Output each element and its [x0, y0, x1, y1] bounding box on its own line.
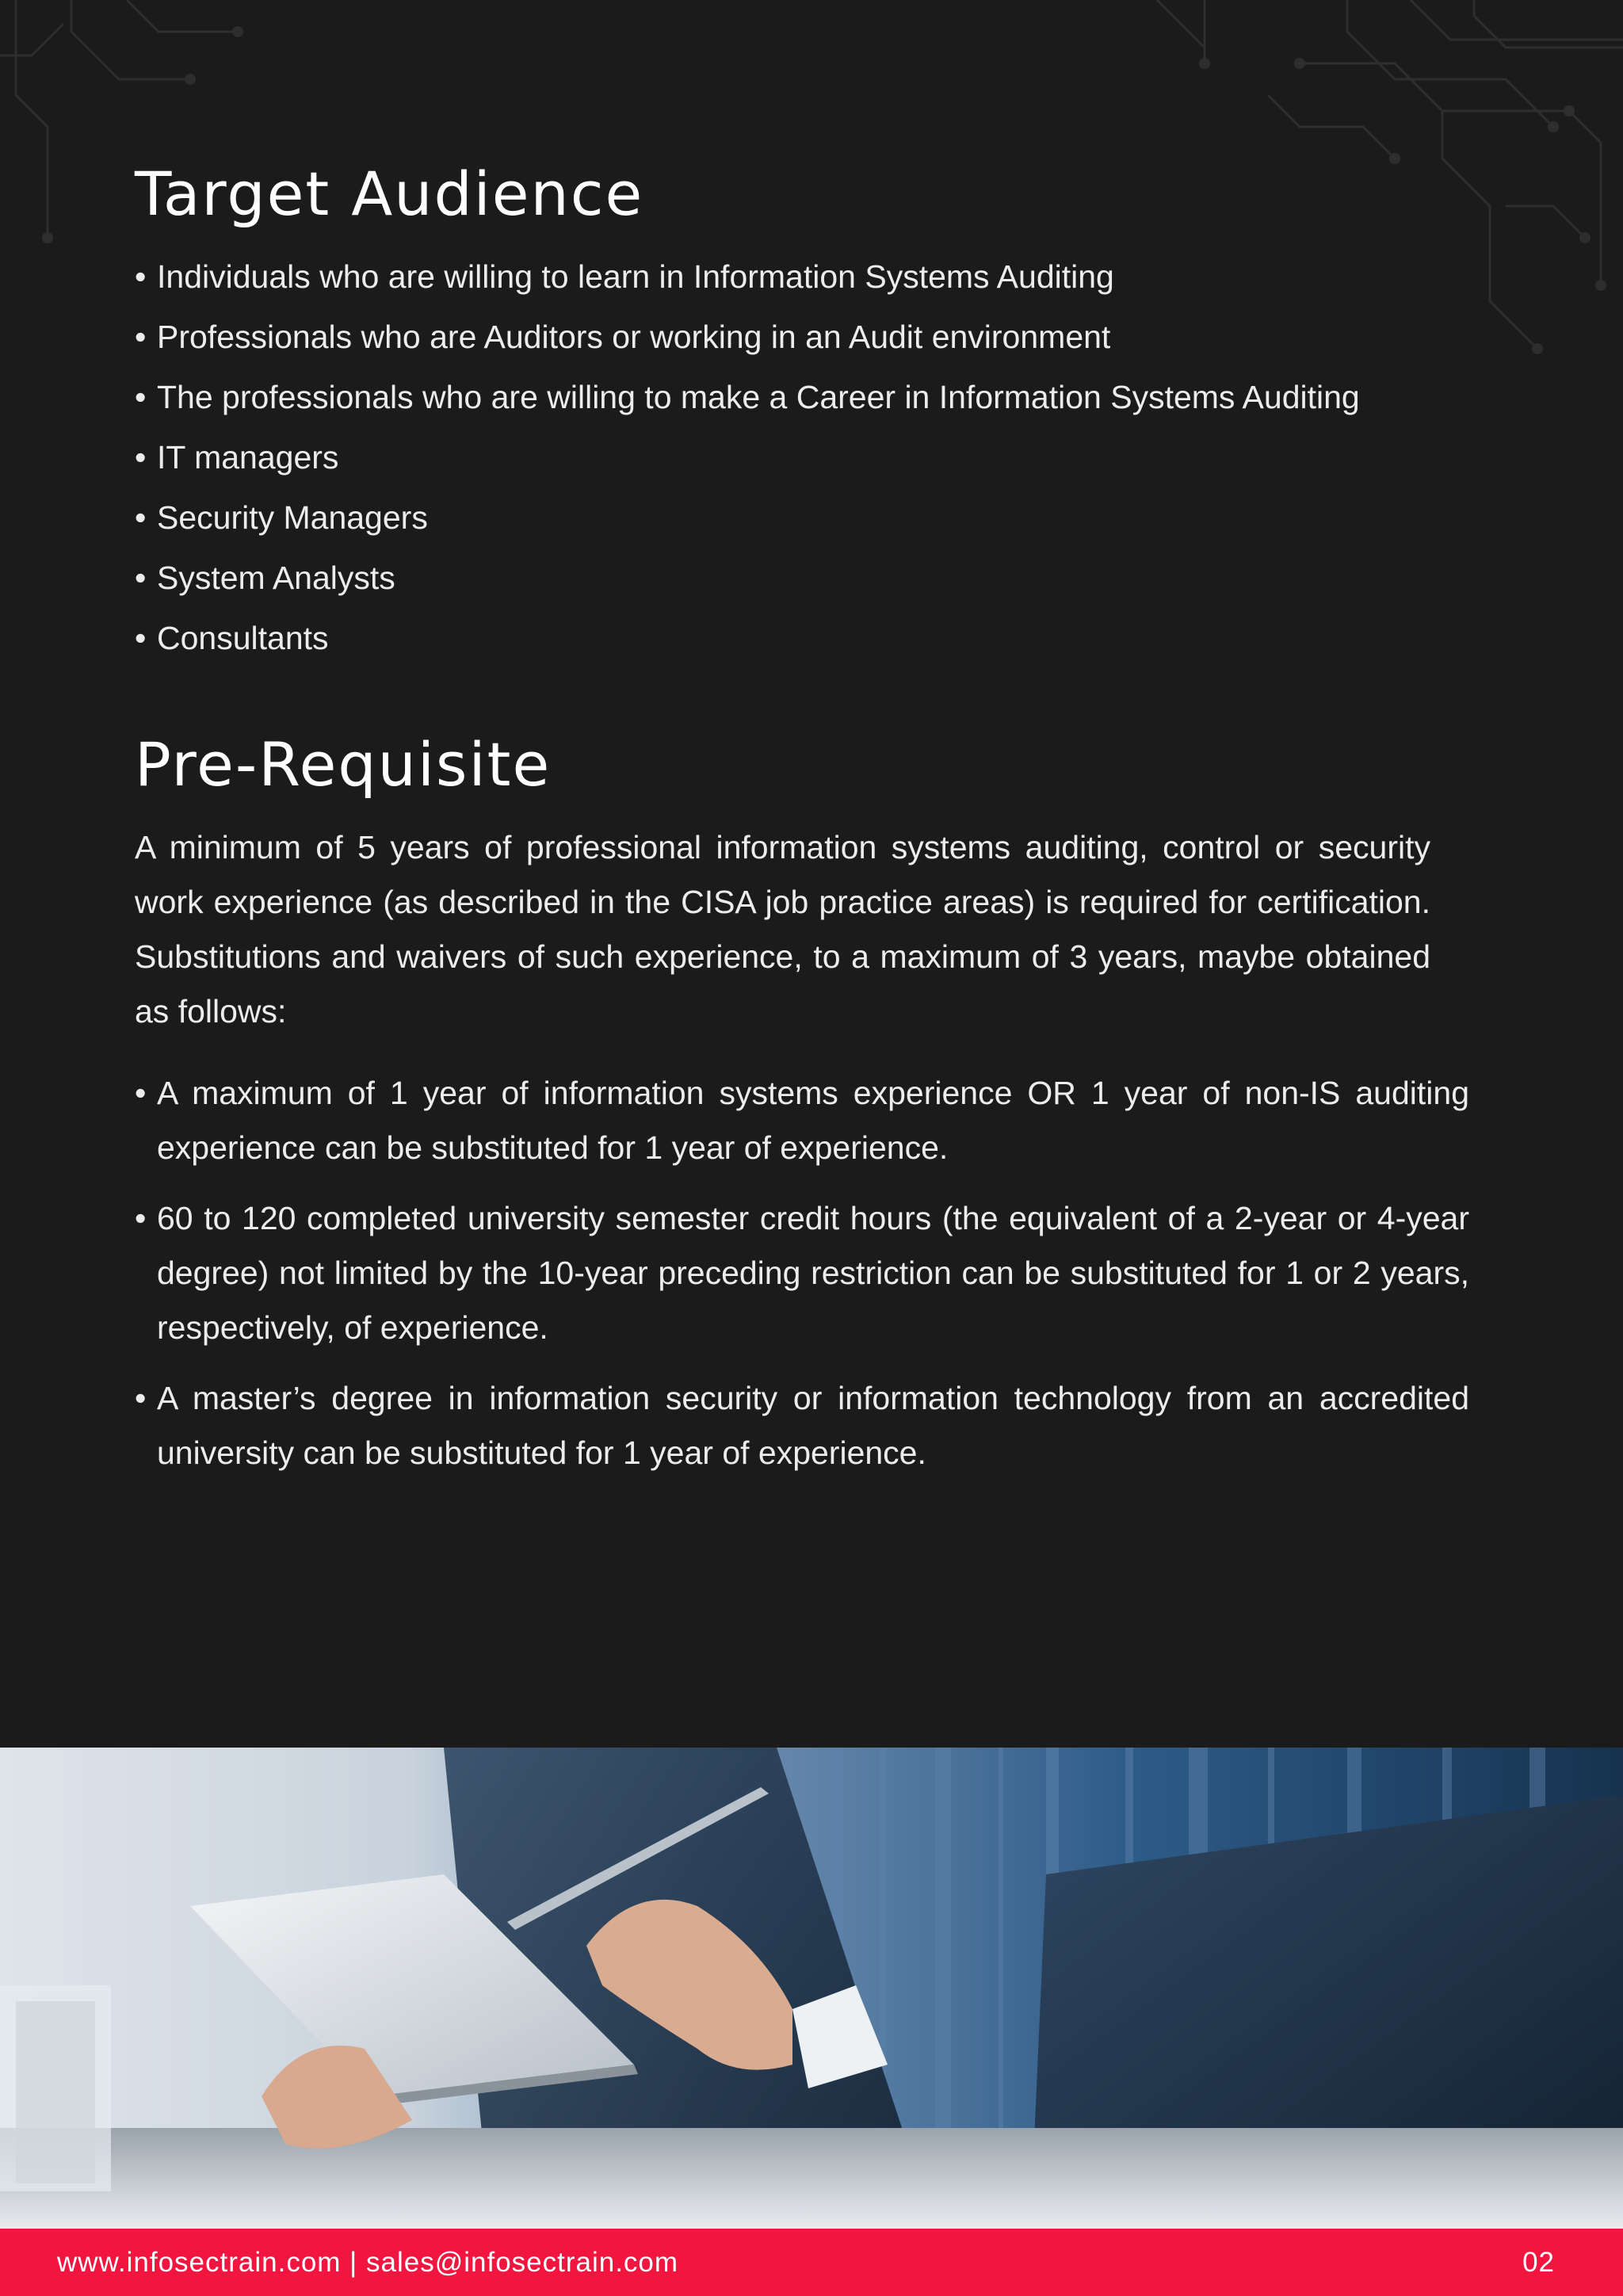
list-item: • Professionals who are Auditors or working in an Audit environment: [135, 310, 1419, 365]
footer-contact: www.infosectrain.com | sales@infosectrain.com: [57, 2246, 679, 2278]
list-item: • The professionals who are willing to make a Career in Information Systems Auditing: [135, 370, 1419, 425]
list-item: • System Analysts: [135, 551, 1419, 606]
footer-bar: [0, 2229, 1623, 2296]
list-item: • Consultants: [135, 611, 1419, 666]
target-audience-heading: Target Audience: [135, 159, 644, 229]
main-content: [135, 159, 1469, 1496]
prerequisite-list: [135, 1066, 1469, 1480]
list-item: • A master’s degree in information security or information technology from an accredited university can be substituted for 1 year of experience.: [135, 1371, 1469, 1480]
prerequisite-heading: Pre-Requisite: [135, 729, 552, 800]
list-item: • 60 to 120 completed university semester credit hours (the equivalent of a 2-year or 4-year degree) not limited by the 10-year preceding restriction can be substituted for 1 or 2 years, respectively, of experience.: [135, 1191, 1469, 1355]
page-number: 02: [1522, 2246, 1555, 2278]
list-item: • IT managers: [135, 430, 1419, 485]
business-person-tablet-photo: [0, 1748, 1623, 2229]
target-audience-list: [135, 250, 1419, 666]
prerequisite-intro: A minimum of 5 years of professional information systems auditing, control or security work experience (as described in the CISA job practice areas) is required for certification. Substitutions and waivers of such experience, to a maximum of 3 years, maybe obtained as follows:: [135, 829, 1430, 1030]
list-item: • A maximum of 1 year of information systems experience OR 1 year of non-IS auditing experience can be substituted for 1 year of experience.: [135, 1066, 1469, 1175]
list-item: • Security Managers: [135, 491, 1419, 545]
list-item: • Individuals who are willing to learn in Information Systems Auditing: [135, 250, 1419, 304]
